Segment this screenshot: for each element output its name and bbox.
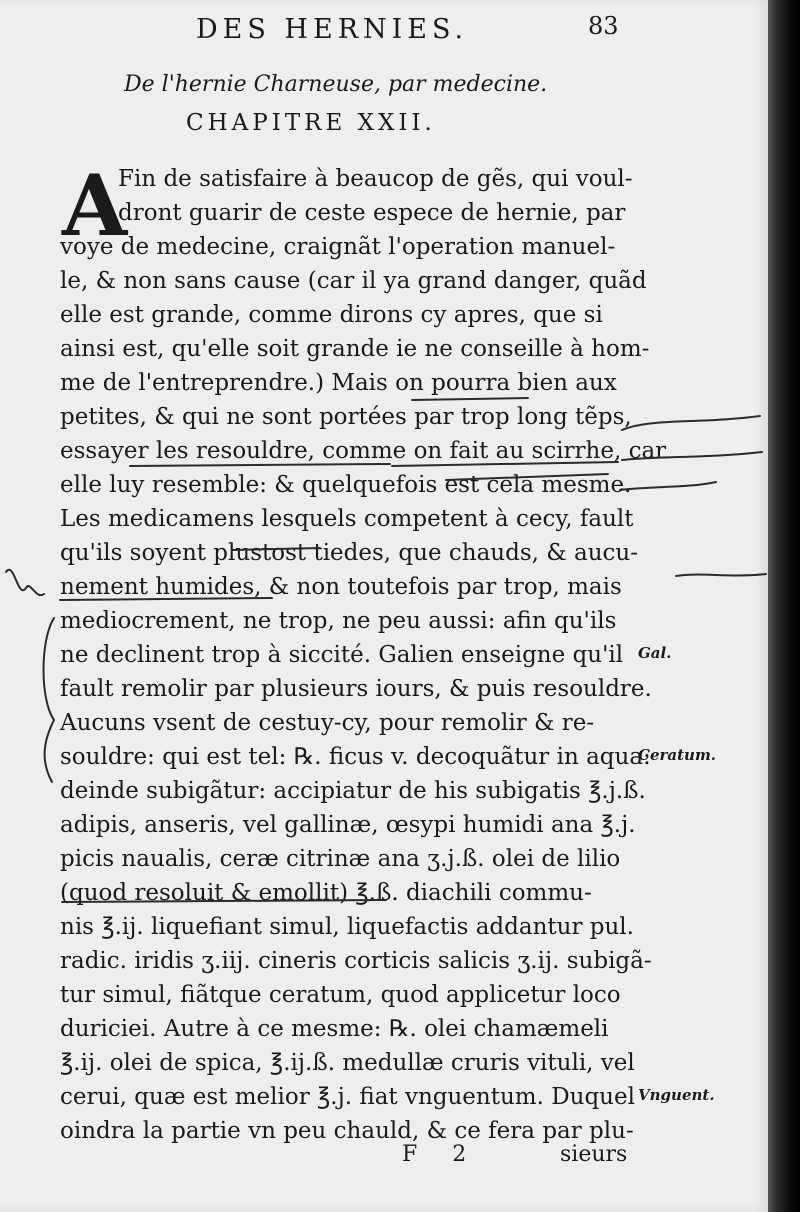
page-number: 83 (588, 12, 619, 40)
text-line: me de l'entreprendre.) Mais on pourra bien aux (60, 370, 617, 396)
text-line: duriciei. Autre à ce mesme: ℞. olei chamæmeli (60, 1016, 609, 1042)
margin-scribble-1 (622, 416, 760, 430)
text-line: voye de medecine, craignãt l'operation manuel- (60, 234, 616, 260)
underline-resouldre (130, 464, 390, 466)
text-line: picis naualis, ceræ citrinæ ana ʒ.j.ß. olei de lilio (60, 846, 621, 872)
text-line: nement humides, & non toutefois par trop, mais (60, 574, 622, 600)
text-line: ℥.ij. olei de spica, ℥.ij.ß. medullæ cruris vituli, vel (60, 1050, 635, 1076)
text-line: deinde subigãtur: accipiatur de his subigatis ℥.j.ß. (60, 778, 646, 804)
chapter-heading: CHAPITRE XXII. (186, 110, 436, 136)
drop-cap: A (62, 156, 128, 255)
underline-emollit (62, 900, 386, 902)
text-line: tur simul, fiãtque ceratum, quod applicetur loco (60, 982, 621, 1008)
text-line: ne declinent trop à siccité. Galien enseigne qu'il (60, 642, 624, 668)
chapter-subtitle: De l'hernie Charneuse, par medecine. (124, 72, 548, 97)
text-line: radic. iridis ʒ.iij. cineris corticis salicis ʒ.ij. subigã- (60, 948, 652, 974)
catchword: sieurs (560, 1142, 628, 1167)
text-line: nis ℥.ij. liquefiant simul, liquefactis addantur pul. (60, 914, 634, 940)
margin-note-ceratum: Ceratum. (638, 746, 717, 764)
margin-note-galien: Gal. (638, 644, 672, 662)
overline-mesme (446, 474, 608, 480)
margin-scribble-2 (622, 452, 762, 460)
text-line: (quod resoluit & emollit) ℥.ß. diachili commu- (60, 880, 592, 906)
text-line: Fin de satisfaire à beaucop de gẽs, qui voul- (118, 166, 633, 192)
underline-scirrhe (392, 462, 618, 466)
text-line: qu'ils soyent plustost tiedes, que chauds, & aucu- (60, 540, 639, 566)
text-line: elle luy resemble: & quelquefois est cela mesme. (60, 472, 632, 498)
text-line: fault remolir par plusieurs iours, & puis resouldre. (60, 676, 652, 702)
text-line: Les medicamens lesquels competent à cecy, fault (60, 506, 634, 532)
margin-note-vnguent: Vnguent. (638, 1086, 715, 1104)
text-line: Aucuns vsent de cestuy-cy, pour remolir & re- (60, 710, 595, 736)
text-line: dront guarir de ceste espece de hernie, par (118, 200, 626, 226)
underline-plustost (232, 548, 320, 550)
text-line: oindra la partie vn peu chauld, & ce fera par plu- (60, 1118, 634, 1144)
underline-humides (60, 598, 272, 600)
underline-pourra (412, 398, 528, 400)
text-line: souldre: qui est tel: ℞. ficus v. decoquãtur in aqua: (60, 744, 651, 770)
margin-scribble-4 (676, 574, 766, 576)
signature-mark: F 2 (402, 1142, 481, 1167)
bracket-left (44, 618, 55, 782)
margin-scribble-3 (620, 482, 716, 490)
scribble-bo (6, 570, 44, 595)
book-binding-edge (768, 0, 800, 1212)
text-line: le, & non sans cause (car il ya grand danger, quãd (60, 268, 647, 294)
text-line: cerui, quæ est melior ℥.j. fiat vnguentum. Duquel (60, 1084, 635, 1110)
text-line: elle est grande, comme dirons cy apres, que si (60, 302, 603, 328)
running-head: DES HERNIES. (196, 14, 469, 45)
text-line: essayer les resouldre, comme on fait au scirrhe, car (60, 438, 667, 464)
text-line: ainsi est, qu'elle soit grande ie ne conseille à hom- (60, 336, 650, 362)
text-line: adipis, anseris, vel gallinæ, œsypi humidi ana ℥.j. (60, 812, 636, 838)
text-line: mediocrement, ne trop, ne peu aussi: afin qu'ils (60, 608, 617, 634)
text-line: petites, & qui ne sont portées par trop long tẽps, (60, 404, 632, 430)
